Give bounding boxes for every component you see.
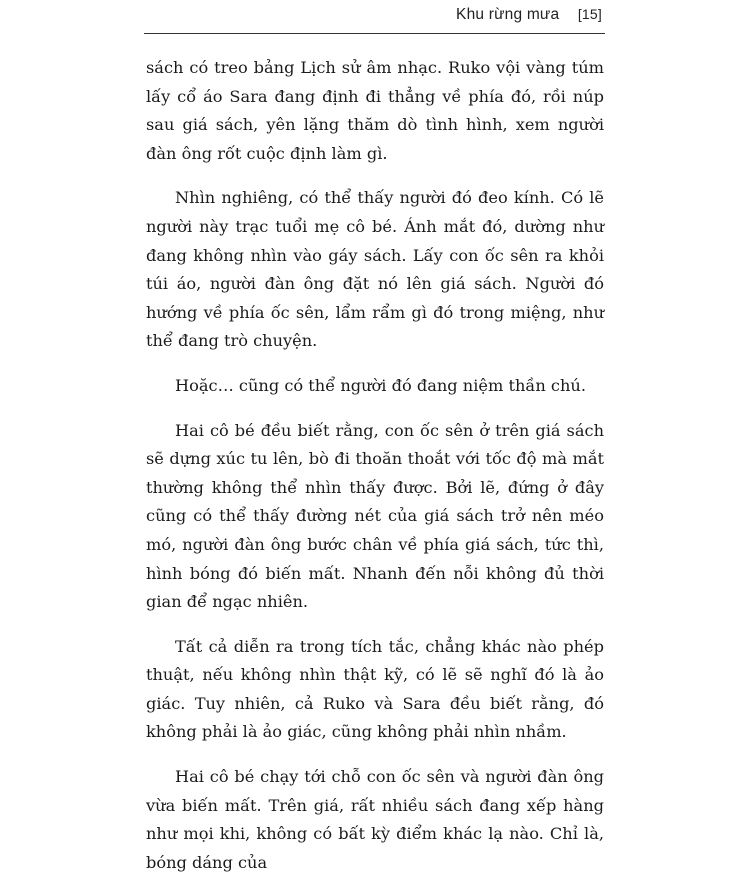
paragraph-2: Nhìn nghiêng, có thể thấy người đó đeo kính. Có lẽ người này trạc tuổi mẹ cô bé. Ánh mắt đó, dường như đang không nhìn vào gáy sách. Lấy con ốc sên ra khỏi túi áo, người đàn ông đặt nó lên giá sách. Người đó hướng về phía ốc sên, lẩm rẩm gì đó trong miệng, như thể đang trò chuyện. [146,188,604,351]
paragraph-1: sách có treo bảng Lịch sử âm nhạc. Ruko vội vàng túm lấy cổ áo Sara đang định đi thẳng về phía đó, rồi núp sau giá sách, yên lặng thăm dò tình hình, xem người đàn ông rốt cuộc định làm gì. [146,58,604,163]
body-text [146,54,604,893]
paragraph-3: Hoặc… cũng có thể người đó đang niệm thần chú. [175,375,586,395]
paragraph-6: Hai cô bé chạy tới chỗ con ốc sên và người đàn ông vừa biến mất. Trên giá, rất nhiều sách đang xếp hàng như mọi khi, không có bất kỳ điểm khác lạ nào. Chỉ là, bóng dáng của [146,767,604,872]
paragraph-5: Tất cả diễn ra trong tích tắc, chẳng khác nào phép thuật, nếu không nhìn thật kỹ, có lẽ sẽ nghĩ đó là ảo giác. Tuy nhiên, cả Ruko và Sara đều biết rằng, đó không phải là ảo giác, cũng không phải nhìn nhầm. [146,636,604,742]
running-header [456,6,602,24]
chapter-title: Khu rừng mưa [456,6,560,23]
header-rule [144,33,605,34]
page-number: [15] [577,6,602,22]
paragraph-4: Hai cô bé đều biết rằng, con ốc sên ở trên giá sách sẽ dựng xúc tu lên, bò đi thoăn thoắt với tốc độ mà mắt thường không thể nhìn thấy được. Bởi lẽ, đứng ở đây cũng có thể thấy đường nét của giá sách trở nên méo mó, người đàn ông bước chân về phía giá sách, tức thì, hình bóng đó biến mất. Nhanh đến nỗi không đủ thời gian để ngạc nhiên. [146,420,604,612]
